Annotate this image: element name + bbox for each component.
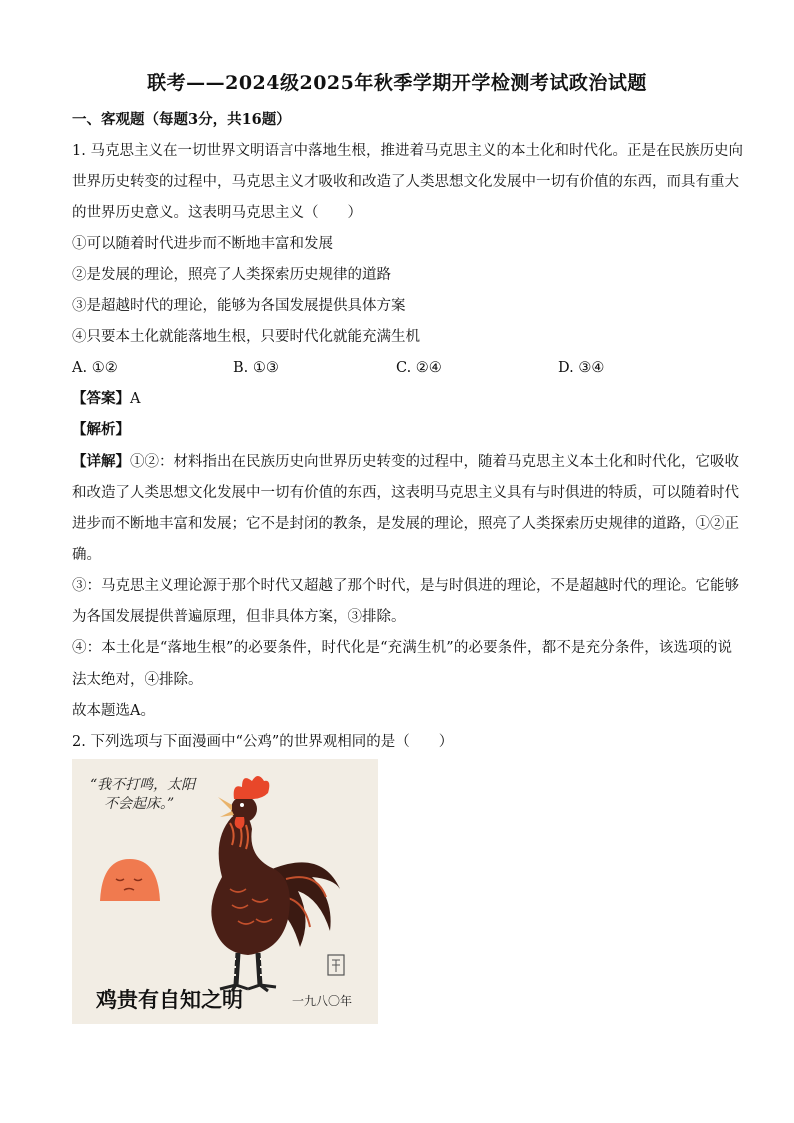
- section-heading: 一、客观题（每题3分，共16题）: [72, 111, 291, 128]
- q1-stem-line: 的世界历史意义。这表明马克思主义（ ）: [72, 205, 362, 221]
- q1-option-a: A. ①②: [72, 360, 118, 376]
- analysis-label: 【解析】: [72, 421, 130, 438]
- q1-detail-line: 确。: [72, 547, 101, 563]
- q1-option-c: C. ②④: [396, 360, 442, 376]
- q1-stem-line: 1. 马克思主义在一切世界文明语言中落地生根，推进着马克思主义的本土化和时代化。正是在民族历史向: [72, 143, 743, 159]
- rooster-comic-image: [72, 759, 378, 1024]
- comic-speech-line2: 不会起床。”: [104, 796, 175, 812]
- rooster-illustration: [211, 776, 340, 991]
- answer-label: 【答案】: [72, 390, 130, 407]
- answer-value: A: [130, 391, 141, 407]
- q1-detail-line: 和改造了人类思想文化发展中一切有价值的东西，这表明马克思主义具有与时俱进的特质，可以随着时代: [72, 485, 739, 501]
- q1-option-d: D. ③④: [558, 360, 605, 376]
- artist-seal-icon: [328, 955, 344, 975]
- q1-statement: ④只要本土化就能落地生根，只要时代化就能充满生机: [72, 329, 420, 345]
- q1-detail3-line: 为各国发展提供普遍原理，但非具体方案，③排除。: [72, 609, 406, 625]
- q1-detail-line: 进步而不断地丰富和发展；它不是封闭的教条，是发展的理论，照亮了人类探索历史规律的道路，①②正: [72, 516, 739, 532]
- q1-option-b: B. ①③: [233, 360, 279, 376]
- q1-stem-line: 世界历史转变的过程中，马克思主义才吸收和改造了人类思想文化发展中一切有价值的东西，而具有重大: [72, 174, 739, 190]
- q1-answer: [72, 389, 732, 409]
- q1-statement: ②是发展的理论，照亮了人类探索历史规律的道路: [72, 267, 391, 283]
- sleeping-sun-icon: [100, 859, 160, 901]
- q1-statement: ①可以随着时代进步而不断地丰富和发展: [72, 236, 333, 252]
- comic-speech-line1: “我不打鸣，太阳: [90, 777, 196, 793]
- q1-conclusion: 故本题选A。: [72, 703, 155, 719]
- page-title: 联考——2024级2025年秋季学期开学检测考试政治试题: [147, 72, 647, 94]
- detail-text: ①②：材料指出在民族历史向世界历史转变的过程中，随着马克思主义本土化和时代化，它吸收: [130, 454, 739, 470]
- q1-detail4-line: ④：本土化是“落地生根”的必要条件，时代化是“充满生机”的必要条件，都不是充分条件，该选项的说: [72, 640, 732, 656]
- comic-date: 一九八〇年: [292, 994, 353, 1008]
- q1-detail3-line: ③：马克思主义理论源于那个时代又超越了那个时代，是与时俱进的理论，不是超越时代的理论。它能够: [72, 578, 739, 594]
- comic-caption: 鸡贵有自知之明: [96, 987, 243, 1012]
- q1-detail4-line: 法太绝对，④排除。: [72, 672, 203, 688]
- q2-stem: 2. 下列选项与下面漫画中“公鸡”的世界观相同的是（ ）: [72, 734, 454, 750]
- detail-label: 【详解】: [72, 453, 130, 470]
- q1-detail-line: [72, 452, 739, 472]
- q1-statement: ③是超越时代的理论，能够为各国发展提供具体方案: [72, 298, 406, 314]
